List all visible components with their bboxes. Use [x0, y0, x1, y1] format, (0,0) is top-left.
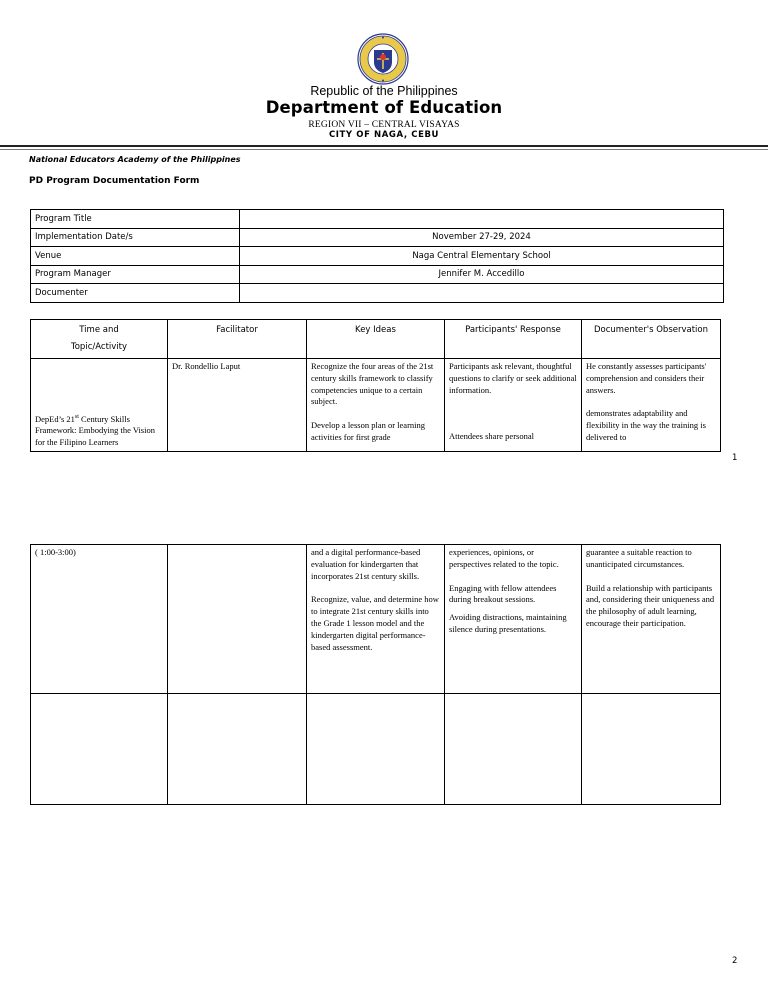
header-time-line2: Topic/Activity: [70, 342, 128, 352]
table-row: [31, 359, 721, 452]
facilitator-cell: [168, 545, 307, 694]
header-documenters-observation: Documenter's Observation: [582, 320, 721, 359]
response-text: experiences, opinions, or perspectives related to the topic.: [449, 547, 559, 569]
observation-text: He constantly assesses participants' comprehension and considers their answers.: [586, 361, 707, 395]
header-key-ideas: Key Ideas: [307, 320, 445, 359]
empty-cell: [307, 694, 445, 805]
info-row-documenter: [31, 284, 724, 303]
response-text: Attendees share personal: [449, 431, 534, 442]
response-cell: [445, 545, 582, 694]
observation-text: Build a relationship with participants and, considering their uniqueness and the philosophy of adult learning, encourage their participation.: [586, 582, 715, 628]
facilitator-cell: Dr. Rondellio Laput: [168, 359, 307, 452]
info-label: Documenter: [31, 284, 240, 303]
observation-text: demonstrates adaptability and flexibility in the way the training is delivered to: [586, 408, 706, 442]
header-rule: [0, 145, 768, 147]
header-rule-thin: [0, 149, 768, 150]
info-label: Program Manager: [31, 265, 240, 284]
topic-text: DepEd’s 21st Century Skills Framework: Embodying the Vision for the Filipino Learners: [35, 413, 155, 448]
key-idea-text: Recognize the four areas of the 21st century skills framework to classify competencies unique to a certain subject.: [311, 361, 434, 407]
observation-text: guarantee a suitable reaction to unanticipated circumstances.: [586, 547, 692, 569]
key-idea-text: and a digital performance-based evaluation for kindergarten that incorporates 21st century skills.: [311, 547, 421, 581]
response-cell: [445, 359, 582, 452]
info-label: Program Title: [31, 210, 240, 229]
response-text: Engaging with fellow attendees during breakout sessions.: [449, 582, 557, 605]
info-row-program-title: [31, 210, 724, 229]
response-text: Participants ask relevant, thoughtful questions to clarify or seek additional information.: [449, 361, 577, 395]
key-idea-text: Develop a lesson plan or learning activities for first grade: [311, 420, 426, 442]
info-row-implementation-date: [31, 228, 724, 247]
documentation-table-page-1: [30, 319, 721, 452]
city-heading: CITY OF NAGA, CEBU: [328, 130, 440, 140]
form-title: PD Program Documentation Form: [29, 176, 200, 186]
table-row: [31, 545, 721, 694]
header-time-topic: [31, 320, 168, 359]
header-participants-response: Participants' Response: [445, 320, 582, 359]
key-ideas-cell: [307, 545, 445, 694]
department-heading: Department of Education: [265, 98, 503, 117]
info-value: Jennifer M. Accedillo: [240, 265, 724, 284]
response-text: Avoiding distractions, maintaining silence during presentations.: [449, 612, 567, 634]
academy-name: National Educators Academy of the Philippines: [29, 155, 241, 164]
key-idea-text: Recognize, value, and determine how to integrate 21st century skills into the Grade 1 lesson model and the kindergarten digital performance-based assessment.: [311, 594, 439, 652]
table-row-empty: [31, 694, 721, 805]
info-row-venue: [31, 247, 724, 266]
info-label: Implementation Date/s: [31, 228, 240, 247]
info-row-program-manager: [31, 265, 724, 284]
empty-cell: [445, 694, 582, 805]
info-value: November 27-29, 2024: [240, 228, 724, 247]
empty-cell: [168, 694, 307, 805]
republic-heading: Republic of the Philippines: [310, 84, 458, 98]
info-value: [240, 210, 724, 229]
documentation-table-page-2: [30, 544, 721, 805]
deped-seal-logo: [357, 33, 409, 85]
empty-cell: [582, 694, 721, 805]
header-facilitator: Facilitator: [168, 320, 307, 359]
observation-cell: [582, 359, 721, 452]
page-number: 1: [732, 453, 738, 463]
region-heading: REGION VII – CENTRAL VISAYAS: [308, 120, 460, 130]
info-value: [240, 284, 724, 303]
observation-cell: [582, 545, 721, 694]
key-ideas-cell: [307, 359, 445, 452]
header-time-line1: Time and: [79, 325, 119, 335]
topic-cell: [31, 359, 168, 452]
empty-cell: [31, 694, 168, 805]
info-label: Venue: [31, 247, 240, 266]
info-value: Naga Central Elementary School: [240, 247, 724, 266]
time-cell: ( 1:00-3:00): [31, 545, 168, 694]
table-header-row: [31, 320, 721, 359]
program-info-table: [30, 209, 724, 303]
page-number: 2: [732, 956, 738, 966]
